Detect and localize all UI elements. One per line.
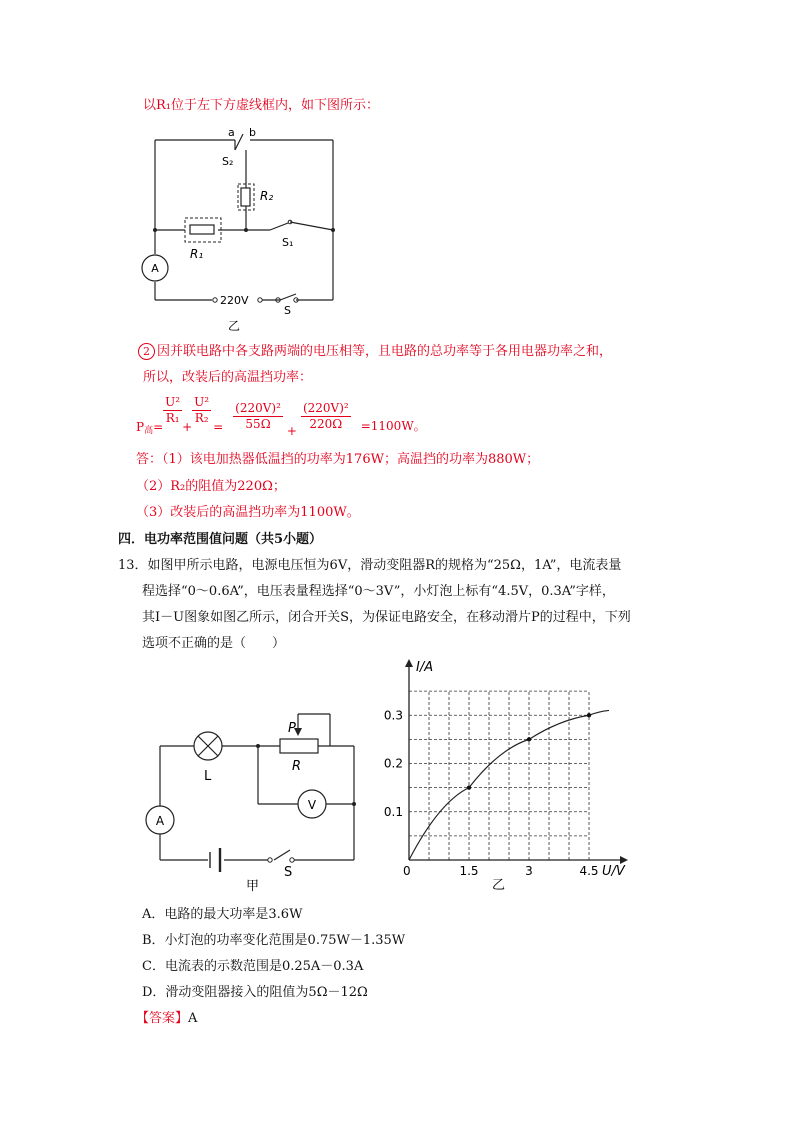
part2-line2: 所以，改装后的高温挡功率： xyxy=(143,370,313,385)
lamp-label: L xyxy=(204,769,212,784)
y-tick-label: 0.1 xyxy=(383,804,403,819)
node-b-label: b xyxy=(249,126,256,139)
intro-text: 以R₁位于左下方虚线框内，如下图所示： xyxy=(143,98,379,113)
question-line2: 程选择“0～0.6A”，电压表量程选择“0～3V”，小灯泡上标有“4.5V，0.3A”字样， xyxy=(142,584,615,599)
switch-s2-label: S₂ xyxy=(222,155,234,168)
formula-eq2: = xyxy=(213,420,224,434)
circuit-diagram-1 xyxy=(140,122,350,334)
origin-label: 0 xyxy=(403,864,411,878)
formula-eq: = xyxy=(153,420,164,434)
slider-p-label: P xyxy=(288,721,296,736)
x-tick-label: 4.5 xyxy=(579,864,599,878)
data-point xyxy=(527,737,531,741)
circled-number: 2 xyxy=(138,343,155,360)
iu-graph xyxy=(370,655,640,895)
answer-block xyxy=(136,1009,197,1029)
switch-s1-label: S₁ xyxy=(282,236,294,249)
option-b: B．小灯泡的功率变化范围是0.75W－1.35W xyxy=(142,933,406,948)
option-a: A．电路的最大功率是3.6W xyxy=(142,907,303,922)
answer-line-1: 答：（1）该电加热器低温挡的功率为176W；高温挡的功率为880W； xyxy=(136,452,540,467)
circuit2-caption: 甲 xyxy=(246,879,260,894)
data-point xyxy=(587,713,591,717)
answer-label: 【答案】 xyxy=(136,1011,189,1026)
y-tick-label: 0.2 xyxy=(383,756,403,771)
resistor-r-label: R xyxy=(292,759,302,774)
question-line1 xyxy=(118,556,621,576)
fraction-u2-r2: $\frac{\text{U²}}{\text{R₂}}$ xyxy=(194,395,210,425)
fraction-u2-r1: $\frac{\text{U²}}{\text{R₁}}$ xyxy=(165,395,181,425)
x-tick-label: 1.5 xyxy=(459,864,479,878)
answer-value: A xyxy=(188,1011,198,1026)
data-point xyxy=(467,785,471,789)
voltage-label: 220V xyxy=(220,294,249,307)
node-a-label: a xyxy=(228,126,235,139)
formula-plus1: + xyxy=(182,420,193,434)
part2-text1: 因并联电路中各支路两端的电压相等，且电路的总功率等于各用电器功率之和， xyxy=(157,344,613,359)
part2-line1 xyxy=(138,342,612,362)
circuit-diagram-2 xyxy=(140,700,370,900)
x-tick-label: 3 xyxy=(525,864,533,878)
question-text1: 如图甲所示电路，电源电压恒为6V，滑动变阻器R的规格为“25Ω，1A”，电流表量 xyxy=(147,558,622,573)
x-axis-label: U/V xyxy=(602,864,625,879)
formula-sub: 高 xyxy=(144,426,154,436)
question-number: 13． xyxy=(118,558,148,573)
fraction-220-220: $\frac{\text{(220V)²}}{220\Omega}$ xyxy=(302,401,349,431)
formula-result: =1100W。 xyxy=(360,419,426,433)
power-formula xyxy=(136,396,426,438)
voltmeter-label: V xyxy=(307,798,317,812)
section-heading: 四．电功率范围值问题（共5小题） xyxy=(118,532,323,547)
y-tick-label: 0.3 xyxy=(383,708,403,723)
fraction-220-55: $\frac{\text{(220V)²}}{55\Omega}$ xyxy=(235,401,281,431)
question-line4: 选项不正确的是（ ） xyxy=(142,636,286,651)
formula-p: P xyxy=(136,420,145,434)
switch-s-label-2: S xyxy=(284,865,293,880)
answer-line-2: （2）R₂的阻值为220Ω； xyxy=(136,479,286,494)
option-d: D．滑动变阻器接入的阻值为5Ω－12Ω xyxy=(142,985,368,1000)
resistor-r1-label: R₁ xyxy=(190,247,204,261)
switch-s-label: S xyxy=(284,304,291,317)
resistor-r2-label: R₂ xyxy=(260,189,274,203)
ammeter-label-2: A xyxy=(155,814,165,828)
graph-caption: 乙 xyxy=(492,878,506,893)
question-line3: 其I－U图象如图乙所示，闭合开关S，为保证电路安全，在移动滑片P的过程中，下列 xyxy=(142,610,631,625)
option-c: C．电流表的示数范围是0.25A－0.3A xyxy=(142,959,364,974)
formula-plus2: + xyxy=(286,424,297,438)
ammeter-label-1: A xyxy=(151,262,159,275)
circuit1-caption: 乙 xyxy=(228,319,241,333)
y-axis-label: I/A xyxy=(416,660,434,675)
answer-line-3: （3）改装后的高温挡功率为1100W。 xyxy=(136,505,360,520)
